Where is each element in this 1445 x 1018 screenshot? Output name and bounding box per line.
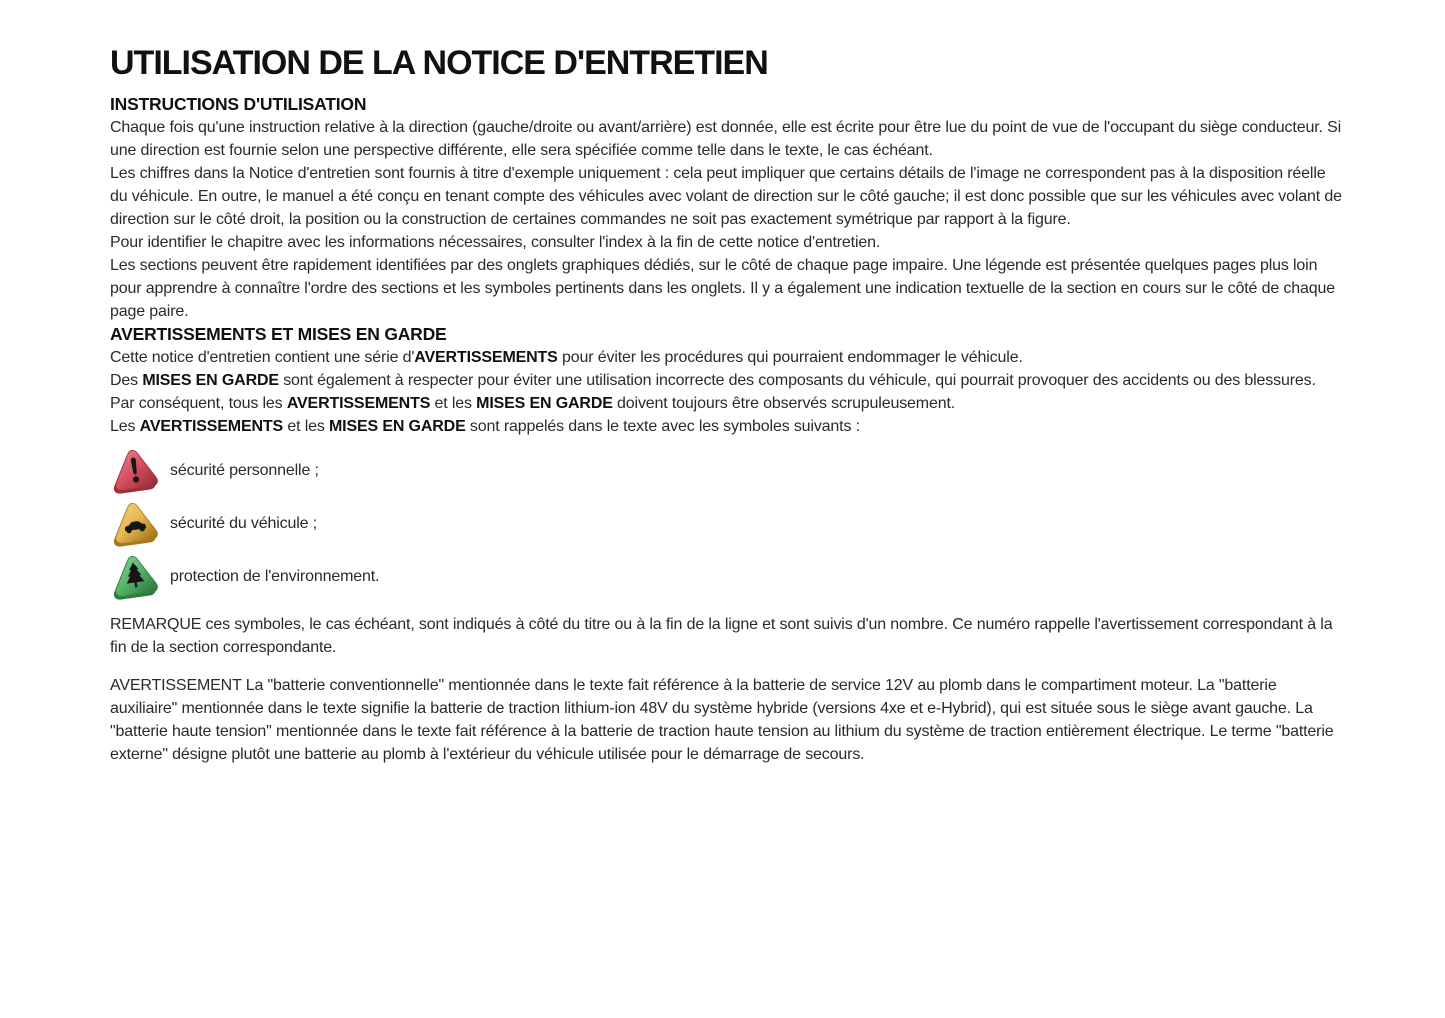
text-run: sont rappelés dans le texte avec les symboles suivants : [465, 418, 860, 435]
symbol-legend [110, 444, 1345, 603]
symbol-label-environment: protection de l'environnement. [170, 567, 380, 585]
warning-exclamation-triangle-icon [110, 445, 160, 497]
text-run: doivent toujours être observés scrupuleusement. [612, 395, 956, 412]
paragraph-warnings-intro [110, 346, 1345, 369]
text-run: et les [283, 418, 329, 435]
symbol-row-environment [110, 550, 1345, 603]
paragraph-symbols-intro [110, 415, 1345, 438]
paragraph-sections: Les sections peuvent être rapidement identifiées par des onglets graphiques dédiés, sur le côté de chaque page impaire. Une légende est présentée quelques pages plus loin pour apprendre à connaître l'ordre des sections et les symboles pertinents dans les onglets. Il y a également une indication textuelle de la section en cours sur le côté de chaque page paire. [110, 257, 1335, 320]
paragraph-index: Pour identifier le chapitre avec les informations nécessaires, consulter l'index à la fin de cette notice d'entretien. [110, 234, 881, 251]
symbol-row-vehicle-safety [110, 497, 1345, 550]
bold-avertissements: AVERTISSEMENTS [414, 349, 558, 366]
text-run: et les [430, 395, 477, 412]
paragraph-observe [110, 392, 1345, 415]
paragraph-figures: Les chiffres dans la Notice d'entretien sont fournis à titre d'exemple uniquement : cela peut impliquer que certains détails de l'image ne correspondent pas à la disposition réelle du véhicule. En outre, le manuel a été conçu en tenant compte des véhicules avec volant de direction sur le côté gauche; il est donc possible que sur les véhicules avec volant de direction sur le côté droit, la position ou la construction de certaines commandes ne soit pas exactement symétrique par rapport à la figure. [110, 165, 1342, 228]
section-heading-usage: INSTRUCTIONS D'UTILISATION [110, 94, 367, 114]
text-run: sont également à respecter pour éviter une utilisation incorrecte des composants du véhicule, qui pourrait provoquer des accidents ou des blessures. [278, 372, 1316, 389]
car-warning-triangle-icon [110, 498, 160, 550]
bold-avertissements: AVERTISSEMENTS [286, 395, 431, 412]
text-run: Cette notice d'entretien contient une série d' [110, 349, 415, 366]
text-run: Des [110, 372, 143, 389]
paragraph-battery-warning: AVERTISSEMENT La "batterie conventionnelle" mentionnée dans le texte fait référence à la batterie de service 12V au plomb dans le compartiment moteur. La "batterie auxiliaire" mentionnée dans le texte signifie la batterie de traction lithium-ion 48V du système hybride (versions 4xe et e-Hybrid), qui est située sous le siège avant gauche. La "batterie haute tension" mentionnée dans le texte fait référence à la batterie de traction haute tension au lithium du système de traction entièrement électrique. Le terme "batterie externe" désigne plutôt une batterie au plomb à l'extérieur du véhicule utilisée pour le démarrage de secours. [110, 677, 1334, 763]
bold-avertissements: AVERTISSEMENTS [139, 418, 284, 435]
symbol-label-personal-safety: sécurité personnelle ; [170, 461, 319, 479]
bold-mises-en-garde: MISES EN GARDE [142, 372, 279, 389]
paragraph-cautions-intro [110, 369, 1345, 392]
symbol-label-vehicle-safety: sécurité du véhicule ; [170, 514, 318, 532]
page-title: UTILISATION DE LA NOTICE D'ENTRETIEN [110, 44, 768, 82]
bold-mises-en-garde: MISES EN GARDE [329, 418, 466, 435]
paragraph-direction: Chaque fois qu'une instruction relative à la direction (gauche/droite ou avant/arrière) est donnée, elle est écrite pour être lue du point de vue de l'occupant du siège conducteur. Si une direction est fournie selon une perspective différente, elle sera spécifiée comme telle dans le texte, le cas échéant. [110, 119, 1342, 159]
pine-tree-triangle-icon [110, 551, 160, 603]
symbol-row-personal-safety [110, 444, 1345, 497]
text-run: pour éviter les procédures qui pourraient endommager le véhicule. [557, 349, 1023, 366]
section-heading-warnings: AVERTISSEMENTS ET MISES EN GARDE [110, 324, 447, 344]
bold-mises-en-garde: MISES EN GARDE [476, 395, 613, 412]
text-run: Les [110, 418, 140, 435]
text-run: Par conséquent, tous les [110, 395, 287, 412]
paragraph-remark: REMARQUE ces symboles, le cas échéant, sont indiqués à côté du titre ou à la fin de la ligne et sont suivis d'un nombre. Ce numéro rappelle l'avertissement correspondant à la fin de la section correspondante. [110, 616, 1333, 656]
